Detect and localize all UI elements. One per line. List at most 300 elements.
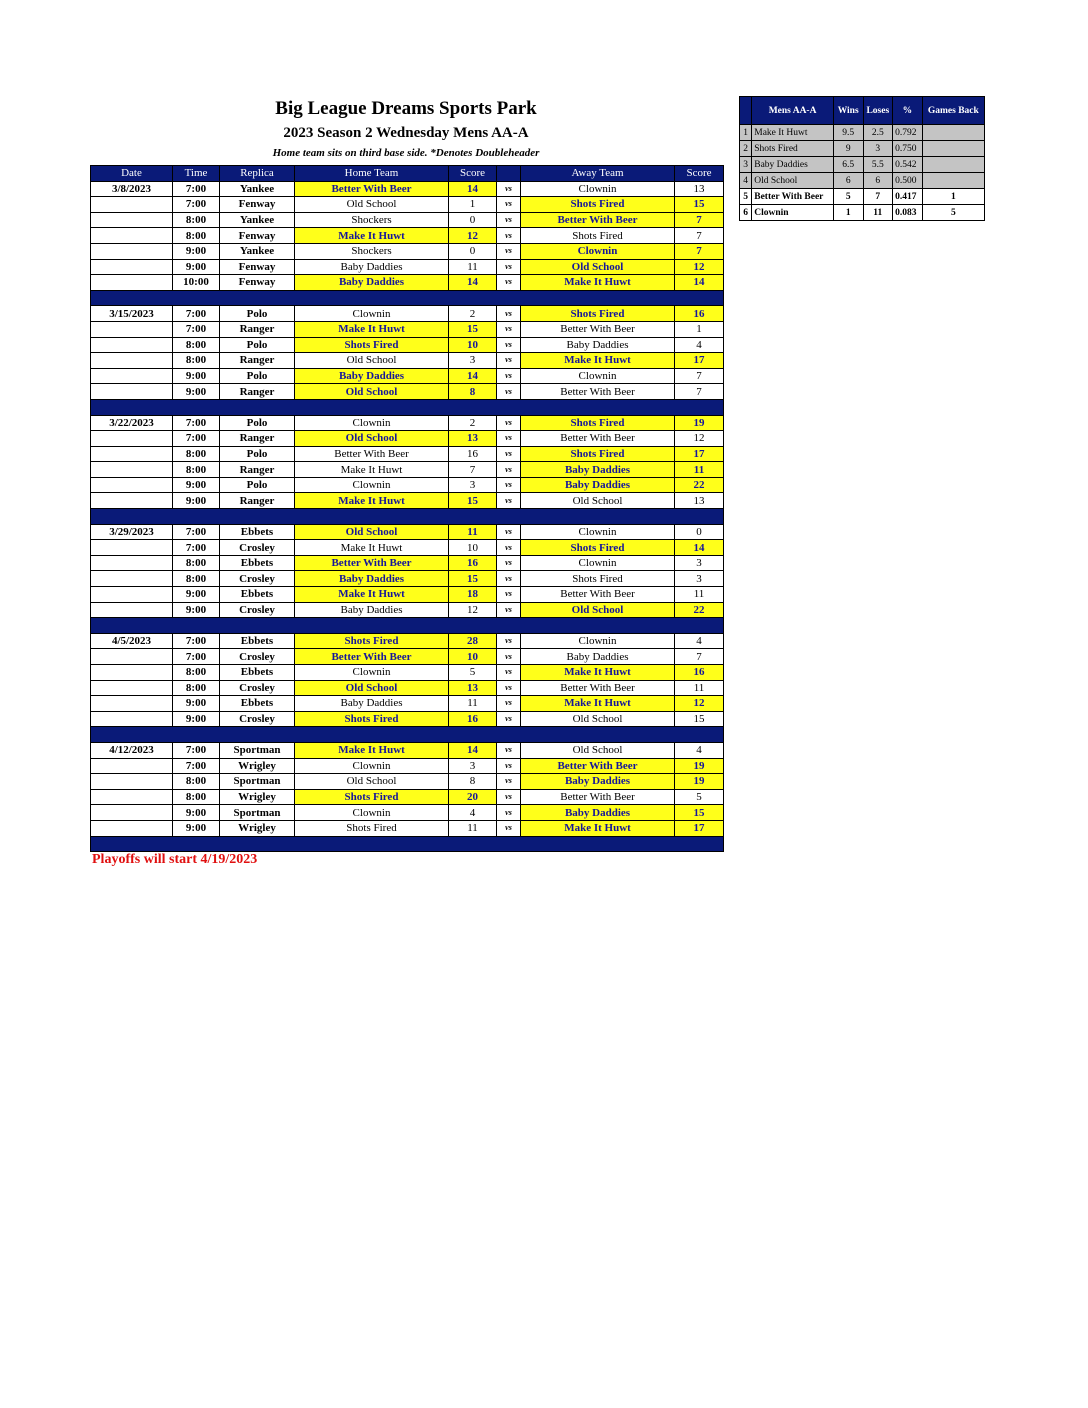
game-field: Crosley [220,649,295,665]
page-subtitle: 2023 Season 2 Wednesday Mens AA-A [283,125,529,141]
home-team: Make It Huwt [295,462,449,478]
game-time: 8:00 [173,353,220,369]
standing-rank: 6 [740,205,752,221]
game-field: Fenway [220,259,295,275]
vs-label: vs [497,431,521,447]
vs-label: vs [497,633,521,649]
vs-label: vs [497,493,521,509]
table-row [91,384,724,400]
standing-games-back [922,157,984,173]
away-score: 3 [675,555,724,571]
game-field: Crosley [220,540,295,556]
game-date [91,275,173,291]
home-score: 15 [449,571,497,587]
table-row [91,493,724,509]
home-team: Clownin [295,758,449,774]
table-row [91,353,724,369]
game-time: 9:00 [173,368,220,384]
away-team: Shots Fired [521,197,675,213]
home-team: Shots Fired [295,789,449,805]
home-team: Old School [295,431,449,447]
away-score: 14 [675,540,724,556]
game-time: 8:00 [173,665,220,681]
vs-label: vs [497,228,521,244]
game-field: Yankee [220,243,295,259]
away-team: Shots Fired [521,306,675,322]
home-team: Make It Huwt [295,540,449,556]
col-header-home-team: Home Team [295,166,449,182]
vs-label: vs [497,711,521,727]
home-team: Baby Daddies [295,571,449,587]
game-date [91,540,173,556]
home-team: Better With Beer [295,649,449,665]
home-team: Better With Beer [295,555,449,571]
game-time: 8:00 [173,571,220,587]
away-team: Better With Beer [521,384,675,400]
home-score: 28 [449,633,497,649]
game-date: 4/5/2023 [91,633,173,649]
away-team: Clownin [521,243,675,259]
col-header-date: Date [91,166,173,182]
table-row [91,711,724,727]
game-date [91,493,173,509]
table-row [91,742,724,758]
away-team: Clownin [521,181,675,197]
playoffs-notice: Playoffs will start 4/19/2023 [92,852,258,867]
home-team: Baby Daddies [295,275,449,291]
home-score: 14 [449,368,497,384]
table-row [91,524,724,540]
away-score: 7 [675,212,724,228]
standing-team: Make It Huwt [752,125,834,141]
game-date [91,711,173,727]
away-score: 16 [675,306,724,322]
game-date [91,259,173,275]
away-team: Make It Huwt [521,820,675,836]
game-time: 7:00 [173,306,220,322]
game-date [91,337,173,353]
home-score: 20 [449,789,497,805]
standing-rank: 3 [740,157,752,173]
standings-row [740,157,985,173]
game-field: Crosley [220,680,295,696]
game-field: Ebbets [220,633,295,649]
standing-team: Clownin [752,205,834,221]
away-score: 16 [675,665,724,681]
home-score: 0 [449,212,497,228]
game-time: 7:00 [173,540,220,556]
away-score: 5 [675,789,724,805]
game-time: 8:00 [173,680,220,696]
home-team: Make It Huwt [295,742,449,758]
standings-header-row [740,97,985,125]
standing-team: Baby Daddies [752,157,834,173]
vs-label: vs [497,462,521,478]
standing-pct: 0.083 [893,205,923,221]
standing-team: Shots Fired [752,141,834,157]
game-date [91,696,173,712]
game-date [91,774,173,790]
game-date [91,758,173,774]
game-field: Polo [220,368,295,384]
home-team: Old School [295,197,449,213]
game-time: 7:00 [173,431,220,447]
away-team: Better With Beer [521,431,675,447]
week-separator-cell [91,727,724,743]
away-score: 12 [675,696,724,712]
game-field: Yankee [220,212,295,228]
home-team: Shockers [295,243,449,259]
home-score: 4 [449,805,497,821]
vs-label: vs [497,820,521,836]
vs-label: vs [497,477,521,493]
away-score: 19 [675,758,724,774]
week-separator [91,509,724,525]
game-time: 9:00 [173,587,220,603]
vs-label: vs [497,321,521,337]
week-separator-cell [91,290,724,306]
game-field: Ebbets [220,696,295,712]
standings-row [740,141,985,157]
vs-label: vs [497,243,521,259]
standing-pct: 0.500 [893,173,923,189]
game-field: Wrigley [220,758,295,774]
game-date [91,197,173,213]
vs-label: vs [497,758,521,774]
home-score: 8 [449,384,497,400]
away-team: Baby Daddies [521,337,675,353]
home-team: Clownin [295,477,449,493]
standings-row [740,173,985,189]
schedule-body [91,181,724,852]
home-team: Old School [295,774,449,790]
game-field: Crosley [220,602,295,618]
away-score: 13 [675,493,724,509]
away-team: Old School [521,493,675,509]
game-time: 9:00 [173,820,220,836]
standings-row [740,125,985,141]
home-team: Old School [295,524,449,540]
game-time: 7:00 [173,649,220,665]
home-score: 8 [449,774,497,790]
standing-pct: 0.417 [893,189,923,205]
game-time: 9:00 [173,384,220,400]
standings-header-rank [740,97,752,125]
schedule-table [90,165,724,852]
table-row [91,446,724,462]
week-separator-cell [91,509,724,525]
standings-header-pct: % [893,97,923,125]
home-score: 16 [449,555,497,571]
col-header-home-score: Score [449,166,497,182]
away-score: 15 [675,197,724,213]
game-date [91,649,173,665]
home-team: Clownin [295,805,449,821]
game-time: 7:00 [173,321,220,337]
away-team: Clownin [521,524,675,540]
standing-wins: 9.5 [833,125,863,141]
table-row [91,602,724,618]
away-score: 7 [675,649,724,665]
game-time: 7:00 [173,633,220,649]
game-date [91,228,173,244]
standing-wins: 6 [833,173,863,189]
game-field: Ranger [220,431,295,447]
away-score: 11 [675,587,724,603]
game-date [91,820,173,836]
standings-header-loses: Loses [863,97,893,125]
table-row [91,415,724,431]
away-score: 7 [675,228,724,244]
game-time: 9:00 [173,259,220,275]
table-row [91,633,724,649]
game-date [91,243,173,259]
game-date [91,431,173,447]
week-separator-cell [91,836,724,852]
away-team: Better With Beer [521,758,675,774]
standing-rank: 5 [740,189,752,205]
vs-label: vs [497,571,521,587]
table-row [91,259,724,275]
away-score: 19 [675,415,724,431]
home-team: Make It Huwt [295,493,449,509]
week-separator [91,290,724,306]
home-score: 12 [449,602,497,618]
away-team: Make It Huwt [521,275,675,291]
standing-rank: 2 [740,141,752,157]
away-team: Make It Huwt [521,665,675,681]
table-row [91,243,724,259]
schedule-header-row [91,166,724,182]
away-score: 12 [675,259,724,275]
page-title: Big League Dreams Sports Park [275,98,537,119]
game-field: Ebbets [220,665,295,681]
home-score: 1 [449,197,497,213]
home-score: 16 [449,711,497,727]
home-score: 12 [449,228,497,244]
game-field: Crosley [220,711,295,727]
table-row [91,820,724,836]
game-date [91,555,173,571]
home-score: 13 [449,431,497,447]
col-header-away-score: Score [675,166,724,182]
away-team: Old School [521,259,675,275]
table-row [91,306,724,322]
away-score: 12 [675,431,724,447]
game-date [91,384,173,400]
week-separator [91,399,724,415]
home-score: 15 [449,493,497,509]
table-row [91,197,724,213]
home-score: 0 [449,243,497,259]
game-field: Yankee [220,181,295,197]
vs-label: vs [497,587,521,603]
table-row [91,228,724,244]
game-field: Ebbets [220,555,295,571]
away-score: 1 [675,321,724,337]
standing-losses: 5.5 [863,157,893,173]
table-row [91,477,724,493]
game-field: Sportman [220,805,295,821]
table-row [91,555,724,571]
game-time: 9:00 [173,493,220,509]
home-team: Make It Huwt [295,228,449,244]
table-row [91,680,724,696]
home-score: 11 [449,259,497,275]
home-score: 3 [449,477,497,493]
standing-wins: 5 [833,189,863,205]
vs-label: vs [497,259,521,275]
game-field: Polo [220,306,295,322]
standings-header-division: Mens AA-A [752,97,834,125]
home-team: Old School [295,353,449,369]
away-score: 4 [675,633,724,649]
home-score: 7 [449,462,497,478]
home-score: 14 [449,181,497,197]
standing-team: Old School [752,173,834,189]
standings-row [740,205,985,221]
game-time: 8:00 [173,462,220,478]
vs-label: vs [497,555,521,571]
home-score: 5 [449,665,497,681]
game-time: 8:00 [173,446,220,462]
game-time: 7:00 [173,742,220,758]
game-time: 8:00 [173,774,220,790]
week-separator [91,836,724,852]
standing-games-back [922,141,984,157]
game-field: Sportman [220,742,295,758]
vs-label: vs [497,602,521,618]
away-score: 4 [675,337,724,353]
game-time: 8:00 [173,212,220,228]
home-team: Clownin [295,415,449,431]
game-date [91,477,173,493]
col-header-vs [497,166,521,182]
table-row [91,337,724,353]
game-date [91,602,173,618]
away-score: 17 [675,820,724,836]
standing-wins: 1 [833,205,863,221]
away-team: Better With Beer [521,212,675,228]
home-score: 10 [449,540,497,556]
home-team: Baby Daddies [295,259,449,275]
away-score: 3 [675,571,724,587]
vs-label: vs [497,415,521,431]
game-field: Ebbets [220,587,295,603]
home-score: 14 [449,275,497,291]
away-team: Baby Daddies [521,649,675,665]
game-date [91,446,173,462]
away-team: Clownin [521,633,675,649]
game-time: 9:00 [173,805,220,821]
table-row [91,774,724,790]
game-time: 9:00 [173,243,220,259]
standing-losses: 6 [863,173,893,189]
game-date [91,368,173,384]
standing-team: Better With Beer [752,189,834,205]
home-score: 15 [449,321,497,337]
home-score: 16 [449,446,497,462]
away-score: 11 [675,462,724,478]
game-time: 10:00 [173,275,220,291]
home-score: 2 [449,306,497,322]
home-score: 3 [449,758,497,774]
game-field: Wrigley [220,820,295,836]
standing-games-back: 1 [922,189,984,205]
home-team: Old School [295,680,449,696]
game-field: Fenway [220,228,295,244]
away-team: Make It Huwt [521,353,675,369]
home-score: 11 [449,696,497,712]
game-time: 7:00 [173,524,220,540]
vs-label: vs [497,680,521,696]
home-team: Better With Beer [295,446,449,462]
standing-games-back: 5 [922,205,984,221]
table-row [91,275,724,291]
table-row [91,665,724,681]
home-team: Shots Fired [295,820,449,836]
game-time: 7:00 [173,415,220,431]
vs-label: vs [497,275,521,291]
away-score: 14 [675,275,724,291]
away-team: Old School [521,742,675,758]
away-team: Clownin [521,368,675,384]
game-field: Ranger [220,384,295,400]
vs-label: vs [497,665,521,681]
home-score: 3 [449,353,497,369]
game-field: Polo [220,477,295,493]
home-score: 10 [449,649,497,665]
away-team: Old School [521,602,675,618]
table-row [91,462,724,478]
game-date [91,789,173,805]
game-field: Fenway [220,197,295,213]
game-date [91,665,173,681]
game-date [91,353,173,369]
game-field: Polo [220,415,295,431]
away-score: 4 [675,742,724,758]
vs-label: vs [497,649,521,665]
away-team: Shots Fired [521,415,675,431]
home-team: Make It Huwt [295,321,449,337]
game-field: Ranger [220,353,295,369]
game-field: Ranger [220,321,295,337]
home-team: Better With Beer [295,181,449,197]
game-time: 7:00 [173,181,220,197]
table-row [91,571,724,587]
home-score: 11 [449,524,497,540]
vs-label: vs [497,742,521,758]
away-team: Better With Beer [521,587,675,603]
table-row [91,212,724,228]
table-row [91,587,724,603]
game-field: Polo [220,337,295,353]
table-row [91,696,724,712]
game-field: Ranger [220,493,295,509]
game-date [91,321,173,337]
away-score: 7 [675,243,724,259]
vs-label: vs [497,524,521,540]
table-row [91,431,724,447]
vs-label: vs [497,696,521,712]
home-team: Shots Fired [295,711,449,727]
game-date: 3/29/2023 [91,524,173,540]
away-team: Better With Beer [521,321,675,337]
standing-rank: 4 [740,173,752,189]
home-team: Shots Fired [295,633,449,649]
vs-label: vs [497,197,521,213]
home-team: Clownin [295,306,449,322]
